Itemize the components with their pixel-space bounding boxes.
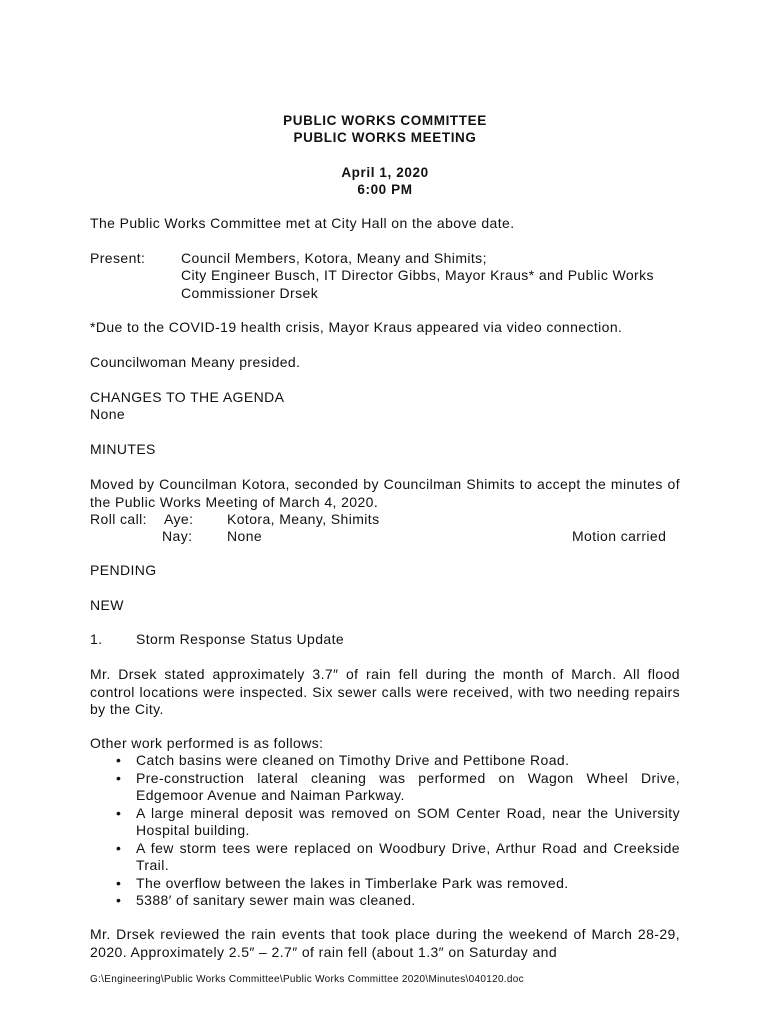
rain-events-paragraph: Mr. Drsek reviewed the rain events that took place during the weekend of March 28-29, 2020. Approximately 2.5″ – 2.7″ of rain fell (about 1.3″ on Saturday and — [90, 926, 680, 960]
list-item: • 5388′ of sanitary sewer main was cleaned. — [90, 892, 680, 910]
meeting-time: 6:00 PM — [357, 182, 413, 197]
list-item: • Pre-construction lateral cleaning was performed on Wagon Wheel Drive, Edgemoor Avenue and Naiman Parkway. — [90, 770, 680, 805]
item-title: Storm Response Status Update — [136, 631, 345, 647]
rollcall-label: Roll call: — [90, 511, 147, 527]
committee-title: PUBLIC WORKS COMMITTEE — [283, 113, 487, 128]
intro-paragraph: The Public Works Committee met at City Hall on the above date. — [90, 215, 515, 231]
covid-note: *Due to the COVID-19 health crisis, Mayor Kraus appeared via video connection. — [90, 319, 623, 335]
pending-heading: PENDING — [90, 562, 157, 578]
nay-value: None — [227, 528, 263, 544]
storm-paragraph: Mr. Drsek stated approximately 3.7″ of rain fell during the month of March. All flood control locations were inspected. Six sewer calls were received, with two needing repairs by the City. — [90, 666, 680, 717]
new-heading: NEW — [90, 597, 124, 613]
file-path-footer: G:\Engineering\Public Works Committee\Public Works Committee 2020\Minutes\040120.doc — [90, 974, 524, 985]
work-list — [90, 752, 680, 910]
meeting-date: April 1, 2020 — [341, 165, 429, 180]
presided-note: Councilwoman Meany presided. — [90, 354, 301, 370]
list-item: • A large mineral deposit was removed on SOM Center Road, near the University Hospital building. — [90, 805, 680, 840]
changes-heading: CHANGES TO THE AGENDA — [90, 389, 285, 405]
motion-result: Motion carried — [572, 528, 667, 544]
aye-value: Kotora, Meany, Shimits — [227, 511, 380, 527]
present-line-1: Council Members, Kotora, Meany and Shimits; — [181, 250, 487, 266]
minutes-heading: MINUTES — [90, 441, 156, 457]
minutes-motion: Moved by Councilman Kotora, seconded by Councilman Shimits to accept the minutes of the Public Works Meeting of March 4, 2020. — [90, 476, 680, 510]
present-label: Present: — [90, 250, 146, 266]
list-item: • A few storm tees were replaced on Woodbury Drive, Arthur Road and Creekside Trail. — [90, 840, 680, 875]
aye-label: Aye: — [164, 511, 194, 527]
list-item: • The overflow between the lakes in Timberlake Park was removed. — [90, 875, 680, 893]
changes-value: None — [90, 406, 126, 422]
meeting-title: PUBLIC WORKS MEETING — [293, 130, 477, 145]
present-line-2: City Engineer Busch, IT Director Gibbs, Mayor Kraus* and Public Works — [181, 267, 654, 283]
nay-label: Nay: — [162, 528, 193, 544]
item-number: 1. — [90, 631, 103, 647]
other-work-intro: Other work performed is as follows: — [90, 735, 324, 751]
present-line-3: Commissioner Drsek — [181, 285, 319, 301]
list-item: • Catch basins were cleaned on Timothy Drive and Pettibone Road. — [90, 752, 680, 770]
